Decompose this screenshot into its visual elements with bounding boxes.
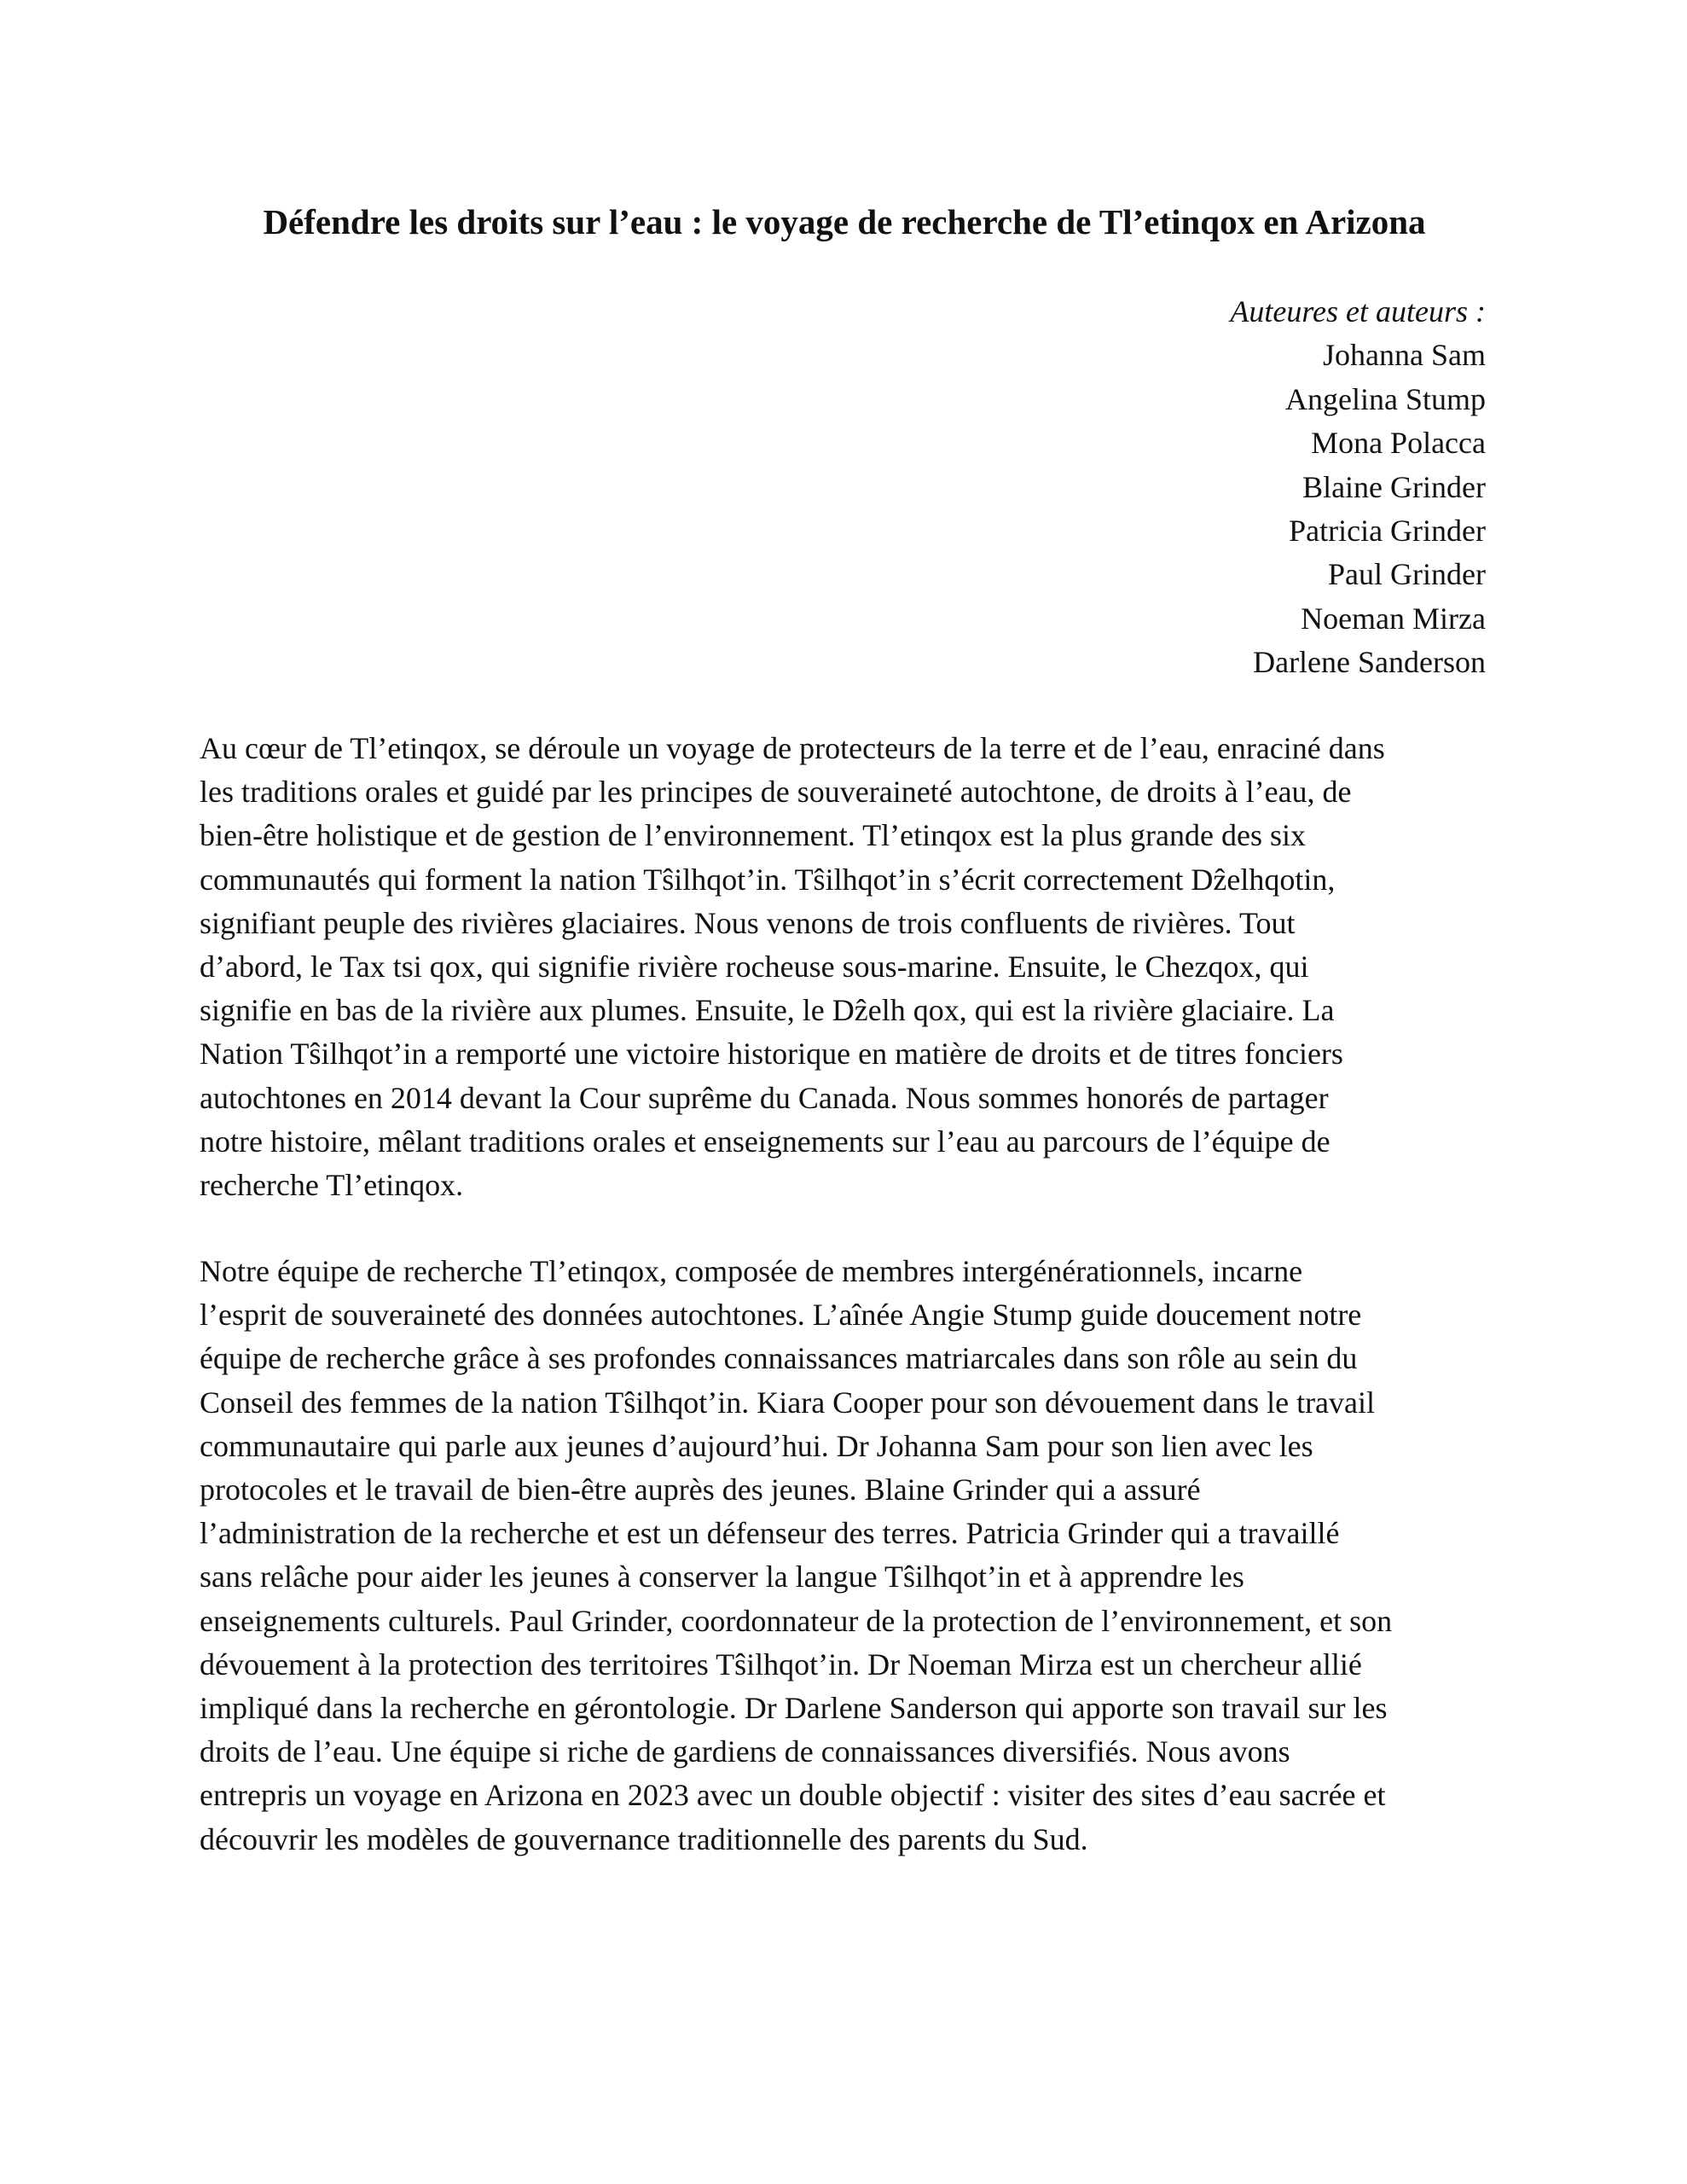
authors-heading: Auteures et auteurs : [1230,294,1486,328]
paragraph-line: dévouement à la protection des territoires Tŝilhqot’in. Dr Noeman Mirza est un chercheur allié [200,1647,1362,1682]
paragraph-line: l’administration de la recherche et est un défenseur des terres. Patricia Grinder qui a travaillé [200,1516,1340,1551]
author-name: Blaine Grinder [1302,469,1486,504]
paragraph-line: communautés qui forment la nation Tŝilhqot’in. Tŝilhqot’in s’écrit correctement Dẑelhqotin, [200,862,1336,897]
document-title: Défendre les droits sur l’eau : le voyage de recherche de Tl’etinqox en Arizona [263,202,1426,241]
paragraph-line: d’abord, le Tax tsi qox, qui signifie rivière rocheuse sous-marine. Ensuite, le Chezqox, qui [200,950,1309,985]
authors-block [718,290,1486,685]
paragraph-line: autochtones en 2014 devant la Cour suprême du Canada. Nous sommes honorés de partager [200,1080,1329,1115]
author-name: Patricia Grinder [1289,514,1486,549]
author-name: Johanna Sam [1323,338,1486,373]
author-name: Darlene Sanderson [1253,645,1486,680]
author-name: Paul Grinder [1328,557,1486,592]
author-name: Mona Polacca [1311,426,1486,461]
paragraph-line: Au cœur de Tl’etinqox, se déroule un voyage de protecteurs de la terre et de l’eau, enraciné dans [200,731,1385,765]
paragraph-line: les traditions orales et guidé par les principes de souveraineté autochtone, de droits à l’eau, de [200,775,1352,810]
body-paragraph-2 [200,1250,1504,1862]
paragraph-line: impliqué dans la recherche en gérontologie. Dr Darlene Sanderson qui apporte son travail sur les [200,1691,1388,1726]
paragraph-line: notre histoire, mêlant traditions orales et enseignements sur l’eau au parcours de l’équipe de [200,1124,1330,1159]
paragraph-line: équipe de recherche grâce à ses profondes connaissances matriarcales dans son rôle au sein du [200,1341,1358,1376]
paragraph-line: enseignements culturels. Paul Grinder, coordonnateur de la protection de l’environnement, et son [200,1603,1393,1638]
paragraph-line: droits de l’eau. Une équipe si riche de gardiens de connaissances diversifiés. Nous avons [200,1734,1290,1769]
paragraph-line: entrepris un voyage en Arizona en 2023 avec un double objectif : visiter des sites d’eau sacrée et [200,1778,1386,1813]
paragraph-line: signifiant peuple des rivières glaciaires. Nous venons de trois confluents de rivières. Tout [200,905,1296,940]
paragraph-line: Nation Tŝilhqot’in a remporté une victoire historique en matière de droits et de titres fonciers [200,1037,1343,1072]
paragraph-line: sans relâche pour aider les jeunes à conserver la langue Tŝilhqot’in et à apprendre les [200,1560,1244,1594]
author-name: Angelina Stump [1285,381,1486,416]
paragraph-line: bien-être holistique et de gestion de l’environnement. Tl’etinqox est la plus grande des six [200,818,1307,853]
paragraph-line: recherche Tl’etinqox. [200,1168,464,1203]
author-name: Noeman Mirza [1301,601,1486,636]
paragraph-line: Notre équipe de recherche Tl’etinqox, composée de membres intergénérationnels, incarne [200,1254,1303,1288]
paragraph-line: l’esprit de souveraineté des données autochtones. L’aînée Angie Stump guide doucement notre [200,1298,1362,1333]
paragraph-line: communautaire qui parle aux jeunes d’aujourd’hui. Dr Johanna Sam pour son lien avec les [200,1428,1313,1463]
paragraph-line: protocoles et le travail de bien-être auprès des jeunes. Blaine Grinder qui a assuré [200,1472,1201,1507]
paragraph-line: découvrir les modèles de gouvernance traditionnelle des parents du Sud. [200,1821,1088,1856]
paragraph-line: Conseil des femmes de la nation Tŝilhqot’in. Kiara Cooper pour son dévouement dans le travail [200,1385,1376,1420]
paragraph-line: signifie en bas de la rivière aux plumes. Ensuite, le Dẑelh qox, qui est la rivière glaciaire. La [200,993,1335,1028]
body-paragraph-1 [200,727,1504,1207]
